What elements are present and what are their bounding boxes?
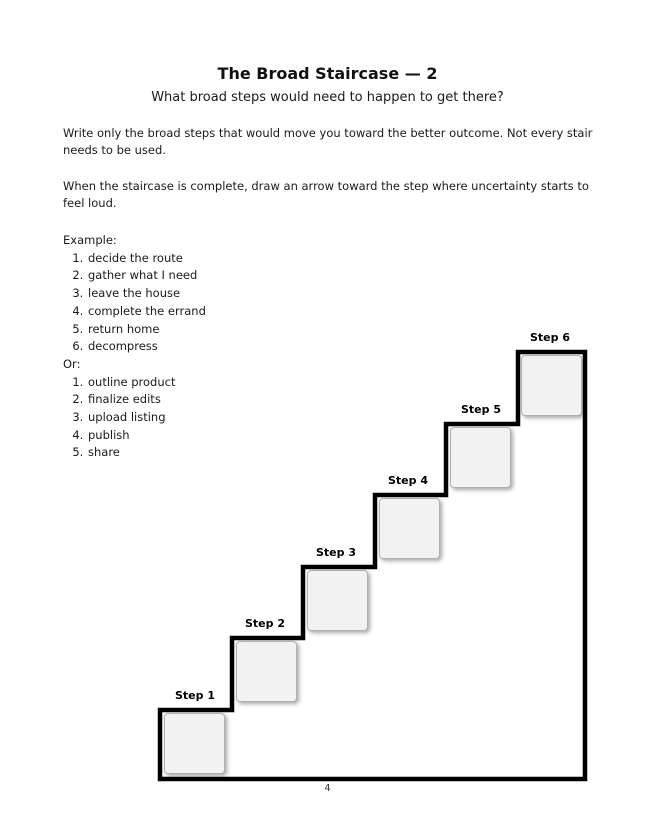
list-item — [87, 427, 655, 445]
step-box-4 — [379, 498, 440, 559]
instruction-paragraph: When the staircase is complete, draw an arrow toward the step where uncertainty starts to feel loud. — [63, 179, 589, 210]
list-item-text: upload listing — [88, 410, 166, 425]
list-item — [87, 285, 655, 303]
list-item — [87, 338, 655, 356]
or-list — [63, 374, 655, 463]
list-item-text: decompress — [88, 339, 158, 354]
list-item — [87, 409, 655, 427]
list-item — [87, 250, 655, 268]
step-label-3: Step 3 — [316, 546, 356, 559]
list-item — [87, 267, 655, 285]
step-label-1: Step 1 — [175, 689, 215, 702]
step-label-5: Step 5 — [461, 403, 501, 416]
list-item — [87, 374, 655, 392]
list-item-text: leave the house — [88, 286, 181, 301]
example-block — [63, 232, 655, 462]
page-subtitle: What broad steps would need to happen to get there? — [151, 90, 504, 105]
list-item-text: return home — [88, 321, 160, 336]
step-label-6: Step 6 — [530, 331, 570, 344]
list-item-text: publish — [88, 427, 130, 442]
page-title: The Broad Staircase — 2 — [217, 64, 438, 83]
step-box-1 — [164, 713, 225, 774]
list-item-text: complete the errand — [88, 303, 206, 318]
step-box-3 — [307, 570, 368, 631]
example-list — [63, 250, 655, 356]
example-label: Example: — [63, 233, 117, 247]
page-number: 4 — [324, 783, 331, 794]
step-label-4: Step 4 — [388, 474, 428, 487]
list-item — [87, 303, 655, 321]
list-item-text: finalize edits — [88, 392, 161, 407]
list-item — [87, 391, 655, 409]
list-item — [87, 444, 655, 462]
list-item-text: gather what I need — [88, 268, 198, 283]
intro-paragraph: Write only the broad steps that would move you toward the better outcome. Not every stair needs to be used. — [63, 126, 593, 157]
list-item-text: decide the route — [88, 250, 183, 265]
list-item — [87, 321, 655, 339]
step-box-2 — [236, 641, 297, 702]
step-label-2: Step 2 — [245, 617, 285, 630]
list-item-text: outline product — [88, 374, 176, 389]
or-label: Or: — [63, 356, 81, 371]
list-item-text: share — [88, 445, 120, 460]
